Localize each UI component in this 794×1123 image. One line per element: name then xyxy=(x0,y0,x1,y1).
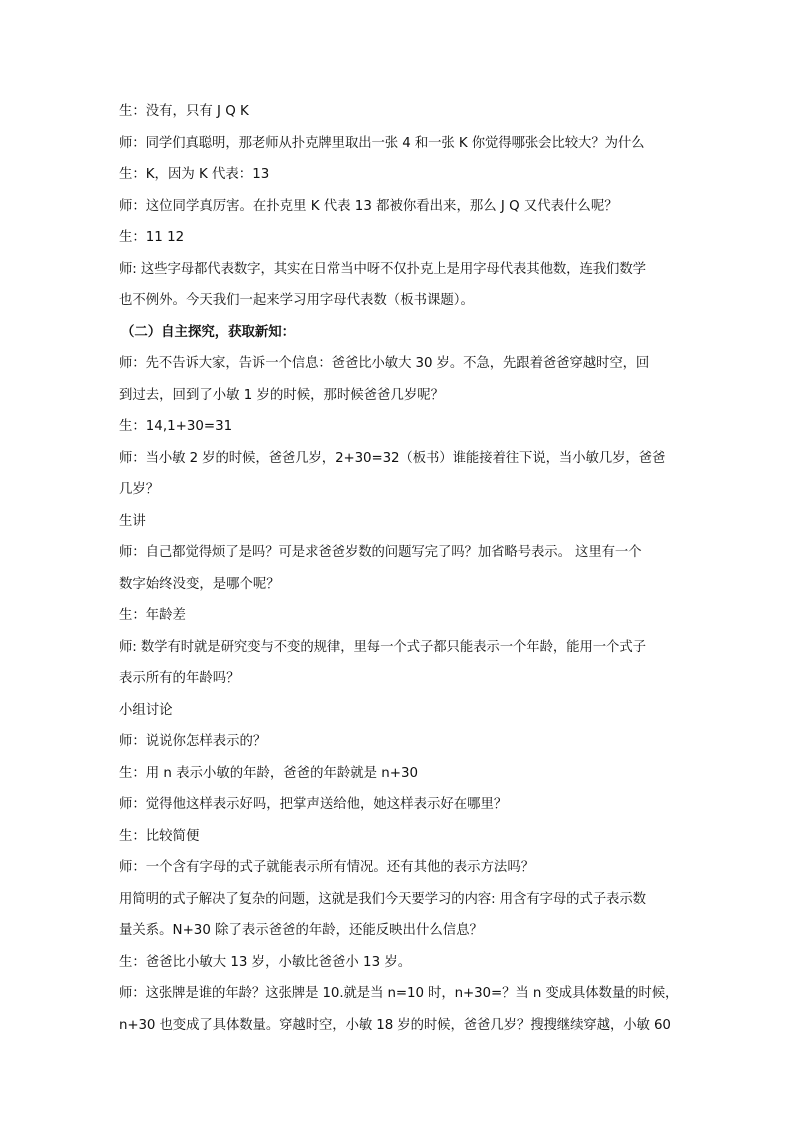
section-heading: （二）自主探究，获取新知： xyxy=(121,324,296,340)
dialogue-line: 生：年龄差 xyxy=(119,608,186,623)
dialogue-line: 师：一个含有字母的式子就能表示所有情况。还有其他的表示方法吗？ xyxy=(119,860,535,875)
dialogue-line: 也不例外。今天我们一起来学习用字母代表数（板书课题）。 xyxy=(119,293,474,308)
dialogue-line: 师：说说你怎样表示的？ xyxy=(119,734,267,749)
dialogue-line: 生：没有，只有 J Q K xyxy=(119,104,249,119)
dialogue-line: 小组讨论 xyxy=(119,702,173,718)
dialogue-line: 师：先不告诉大家，告诉一个信息：爸爸比小敏大 30 岁。不急，先跟着爸爸穿越时空，回 xyxy=(119,356,650,371)
dialogue-line: 用简明的式子解决了复杂的问题，这就是我们今天要学习的内容: 用含有字母的式子表示数 xyxy=(119,891,646,907)
dialogue-line: 师: 这些字母都代表数字，其实在日常当中呀不仅扑克上是用字母代表其他数，连我们数学 xyxy=(119,261,646,277)
dialogue-line: 生：比较简便 xyxy=(119,828,200,844)
dialogue-line: 师: 数学有时就是研究变与不变的规律，里每一个式子都只能表示一个年龄，能用一个式子 xyxy=(119,639,646,655)
dialogue-line: 师：这位同学真厉害。在扑克里 K 代表 13 都被你看出来，那么 J Q 又代表什么呢？ xyxy=(119,198,618,214)
dialogue-line: 到过去，回到了小敏 1 岁的时候，那时候爸爸几岁呢？ xyxy=(119,387,445,403)
dialogue-line: 生：爸爸比小敏大 13 岁，小敏比爸爸小 13 岁。 xyxy=(119,954,412,970)
dialogue-line: 师：觉得他这样表示好吗，把掌声送给他，她这样表示好在哪里？ xyxy=(119,797,508,812)
dialogue-line: 生：K，因为 K 代表：13 xyxy=(119,167,270,182)
dialogue-line: 数字始终没变，是哪个呢？ xyxy=(119,576,280,592)
document-page xyxy=(119,96,681,1041)
dialogue-line: 表示所有的年龄吗？ xyxy=(119,671,240,686)
dialogue-line: 师：这张牌是谁的年龄？这张牌是 10.就是当 n=10 时，n+30=？当 n 变成具体数量的时候， xyxy=(119,986,679,1001)
dialogue-line: 生：11 12 xyxy=(119,230,185,245)
dialogue-line: 生：用 n 表示小敏的年龄，爸爸的年龄就是 n+30 xyxy=(119,765,419,781)
dialogue-line: 生：14,1+30=31 xyxy=(119,419,233,434)
dialogue-line: n+30 也变成了具体数量。穿越时空，小敏 18 岁的时候，爸爸几岁？搜搜继续穿越，小敏 60 xyxy=(119,1017,671,1033)
dialogue-line: 生讲 xyxy=(119,513,146,529)
dialogue-line: 几岁？ xyxy=(119,482,160,497)
dialogue-line: 师：自己都觉得烦了是吗？可是求爸爸岁数的问题写完了吗？加省略号表示。 这里有一个 xyxy=(119,545,642,560)
dialogue-line: 师：当小敏 2 岁的时候，爸爸几岁，2+30=32（板书）谁能接着往下说，当小敏几岁，爸爸 xyxy=(119,450,666,466)
dialogue-line: 师：同学们真聪明，那老师从扑克牌里取出一张 4 和一张 K 你觉得哪张会比较大？为什么 xyxy=(119,135,645,151)
dialogue-line: 量关系。N+30 除了表示爸爸的年龄，还能反映出什么信息？ xyxy=(119,923,483,938)
